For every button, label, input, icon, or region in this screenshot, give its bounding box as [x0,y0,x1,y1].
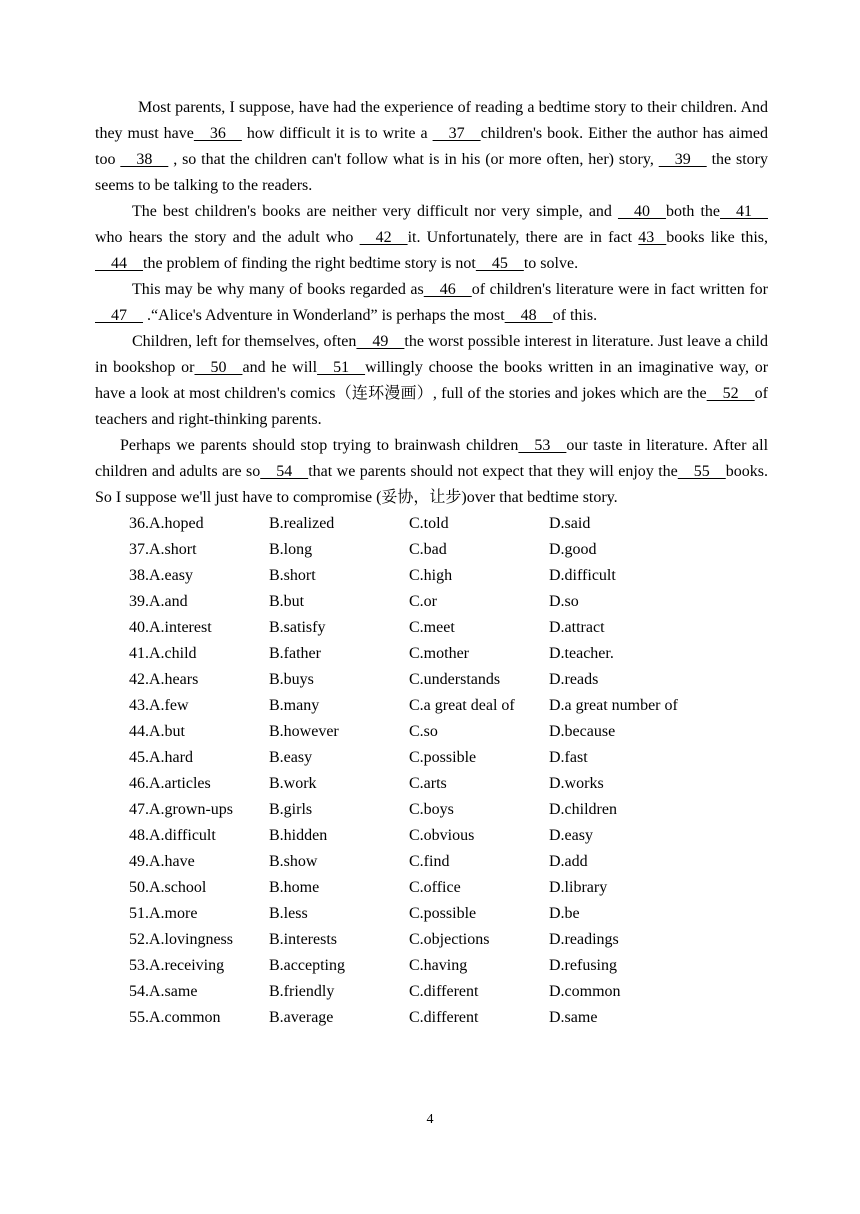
option-a: 53.A.receiving [129,957,225,974]
option-a: 49.A.have [129,853,195,870]
option-row [95,797,768,823]
option-d: D.attract [549,619,605,636]
blank-50: 50 [194,359,243,376]
text: Most parents, I suppose, have had the experience of reading a bedtime story to their children. And they must have [95,99,768,142]
option-a: 47.A.grown-ups [129,801,233,818]
option-c: C.or [409,593,437,610]
option-row [95,771,768,797]
option-c: C.different [409,1009,479,1026]
paragraph-5 [95,433,768,511]
option-row [95,953,768,979]
option-a: 51.A.more [129,905,198,922]
text: the story seems to be talking to the readers. [95,151,768,194]
option-b: B.satisfy [269,619,326,636]
option-b: B.accepting [269,957,345,974]
blank-37: 37 [432,125,481,142]
option-c: C.objections [409,931,490,948]
option-c: C.understands [409,671,501,688]
blank-46: 46 [423,281,472,298]
option-d: D.add [549,853,588,870]
text: to solve. [523,255,579,272]
option-a: 48.A.difficult [129,827,216,844]
option-a: 45.A.hard [129,749,193,766]
option-a: 43.A.few [129,697,189,714]
text: of teachers and right-thinking parents. [95,385,768,428]
option-row [95,875,768,901]
option-d: D.easy [549,827,593,844]
option-d: D.because [549,723,616,740]
option-d: D.difficult [549,567,616,584]
text: This may be why many of books regarded as [132,281,424,298]
paragraph-3 [95,277,768,329]
text: children's book. Either the author has aimed too [95,125,768,168]
option-b: B.short [269,567,316,584]
option-row [95,641,768,667]
option-row [95,511,768,537]
option-a: 40.A.interest [129,619,212,636]
option-c: C.find [409,853,450,870]
option-b: B.girls [269,801,313,818]
option-c: C.meet [409,619,455,636]
option-a: 46.A.articles [129,775,211,792]
option-c: C.a great deal of [409,697,515,714]
option-row [95,745,768,771]
blank-44: 44 [95,255,143,272]
option-row [95,979,768,1005]
option-d: D.good [549,541,597,558]
option-b: B.however [269,723,339,740]
option-a: 38.A.easy [129,567,193,584]
blank-54: 54 [260,463,309,480]
text: willingly choose the books written in an imaginative way, or have a look at most children's comics（连环漫画）, full of the stories and jokes which are the [95,359,769,402]
option-row [95,693,768,719]
option-b: B.father [269,645,321,662]
text: , so that the children can't follow what is in his (or more often, her) story, [168,151,659,168]
text: of this. [552,307,598,324]
paragraph-4 [95,329,768,433]
blank-41: 41 [720,203,768,220]
option-d: D.so [549,593,579,610]
option-b: B.home [269,879,320,896]
option-row [95,667,768,693]
option-a: 42.A.hears [129,671,199,688]
option-c: C.bad [409,541,447,558]
blank-53: 53 [518,437,567,454]
text: and he will [242,359,318,376]
option-b: B.many [269,697,320,714]
option-d: D.refusing [549,957,617,974]
option-a: 41.A.child [129,645,197,662]
blank-40: 40 [617,203,666,220]
answer-options [95,511,768,1031]
option-b: B.but [269,593,305,610]
text: .“Alice's Adventure in Wonderland” is perhaps the most [143,307,505,324]
text: how difficult it is to write a [241,125,433,142]
option-b: B.long [269,541,313,558]
text: both the [665,203,720,220]
option-d: D.teacher. [549,645,614,662]
option-d: D.a great number of [549,697,678,714]
option-b: B.hidden [269,827,328,844]
option-d: D.library [549,879,608,896]
blank-51: 51 [317,359,366,376]
option-d: D.readings [549,931,619,948]
blank-47: 47 [95,307,143,324]
option-row [95,927,768,953]
option-a: 36.A.hoped [129,515,204,532]
option-b: B.friendly [269,983,335,1000]
page-number: 4 [426,1112,434,1127]
option-row [95,537,768,563]
paragraph-2 [95,199,768,277]
text: Children, left for themselves, often [132,333,357,350]
option-row [95,719,768,745]
option-c: C.obvious [409,827,475,844]
text: our taste in literature. After all children and adults are so [95,437,769,480]
option-b: B.interests [269,931,337,948]
option-d: D.common [549,983,621,1000]
option-row [95,589,768,615]
option-c: C.high [409,567,453,584]
blank-36: 36 [193,125,242,142]
option-b: B.less [269,905,308,922]
option-row [95,901,768,927]
option-d: D.children [549,801,617,818]
text: that we parents should not expect that they will enjoy the [308,463,678,480]
option-row [95,615,768,641]
option-a: 50.A.school [129,879,207,896]
option-c: C.different [409,983,479,1000]
text: who hears the story and the adult who [95,229,360,246]
option-c: C.possible [409,905,477,922]
option-row [95,823,768,849]
option-a: 37.A.short [129,541,197,558]
text: it. Unfortunately, there are in fact [407,229,639,246]
option-c: C.boys [409,801,454,818]
option-b: B.easy [269,749,313,766]
option-d: D.fast [549,749,588,766]
option-d: D.same [549,1009,598,1026]
option-c: C.office [409,879,461,896]
blank-39: 39 [658,151,707,168]
option-c: C.arts [409,775,447,792]
blank-38: 38 [120,151,169,168]
option-b: B.buys [269,671,314,688]
option-d: D.reads [549,671,599,688]
option-b: B.realized [269,515,335,532]
blank-45: 45 [475,255,524,272]
option-d: D.works [549,775,604,792]
option-c: C.mother [409,645,469,662]
option-row [95,849,768,875]
option-a: 52.A.lovingness [129,931,233,948]
option-c: C.possible [409,749,477,766]
option-c: C.told [409,515,449,532]
blank-55: 55 [677,463,726,480]
paragraph-1 [95,95,768,199]
blank-42: 42 [359,229,408,246]
text: The best children's books are neither very difficult nor very simple, and [132,203,618,220]
option-b: B.work [269,775,317,792]
option-row [95,563,768,589]
text: books like this, [666,229,768,246]
option-d: D.said [549,515,591,532]
option-d: D.be [549,905,580,922]
text: Perhaps we parents should stop trying to brainwash children [120,437,519,454]
blank-48: 48 [504,307,553,324]
text: the problem of finding the right bedtime story is not [143,255,476,272]
text: books. So I suppose we'll just have to compromise (妥协，让步)over that bedtime story. [95,463,768,506]
blank-49: 49 [356,333,405,350]
option-b: B.average [269,1009,334,1026]
option-c: C.having [409,957,468,974]
blank-43: 43 [638,229,667,246]
document-page [95,95,768,1031]
text: of children's literature were in fact written for [471,281,768,298]
option-c: C.so [409,723,438,740]
option-a: 55.A.common [129,1009,221,1026]
option-b: B.show [269,853,318,870]
option-a: 39.A.and [129,593,188,610]
blank-52: 52 [706,385,755,402]
option-row [95,1005,768,1031]
text: the worst possible interest in literature. Just leave a child in bookshop or [95,333,769,376]
option-a: 54.A.same [129,983,198,1000]
option-a: 44.A.but [129,723,185,740]
